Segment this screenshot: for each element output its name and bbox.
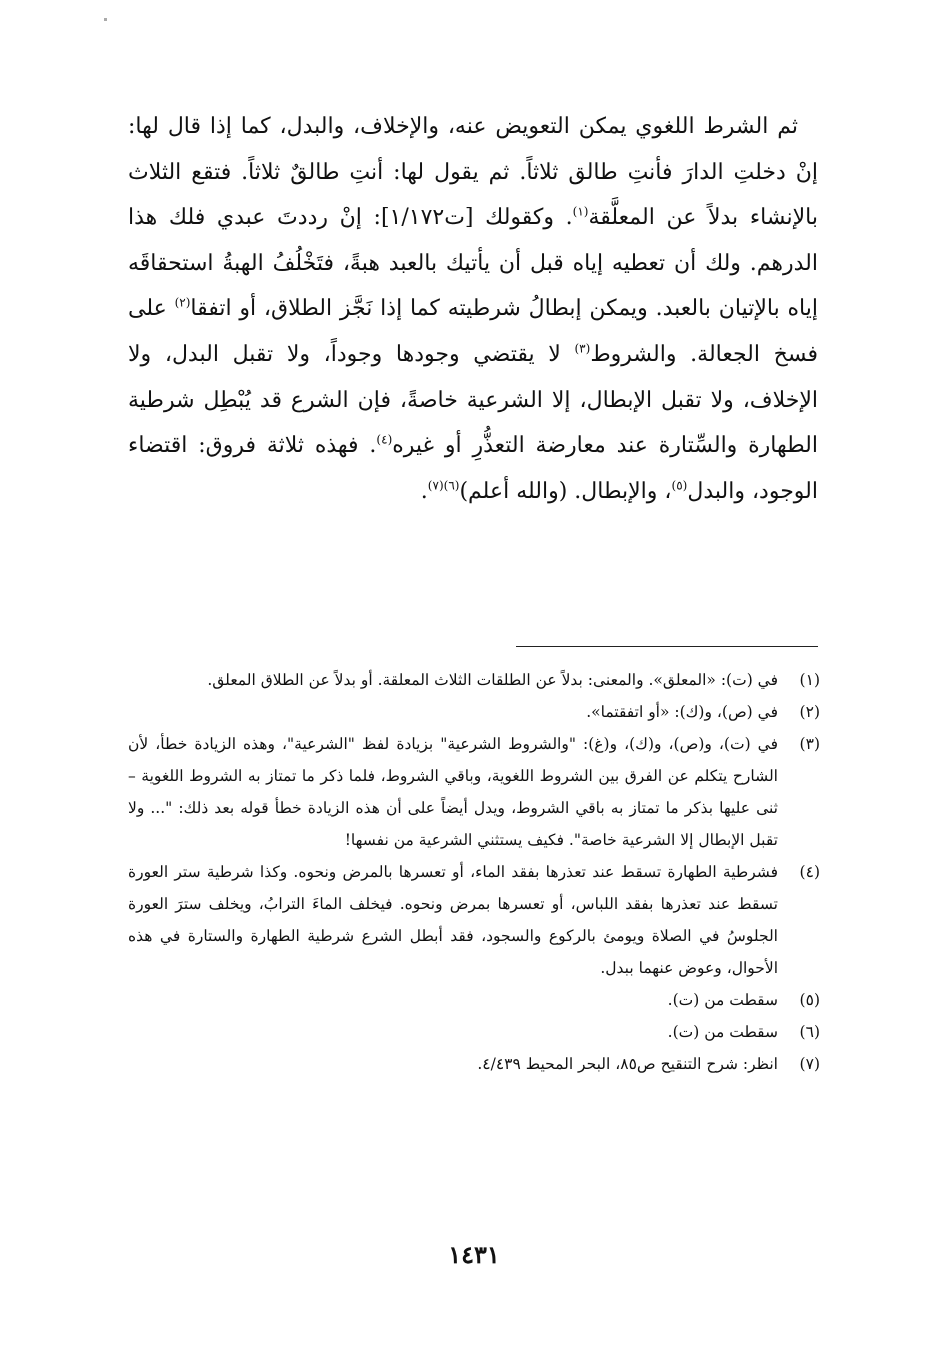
text-run: . وكقولك [ت١/١٧٢]: إنْ رددتَ عبدي فلك هذا الدرهم. ولك أن تعطيه إياه قبل أن يأتيك بالعبد هبةً، فتَخْلُفُ الهبةُ استحقاقَه إياه بالإتيان بالعبد. ويمكن إبطالُ شرطيته كما إذا نَجَّز الطلاق، أو اتفقا (128, 205, 818, 322)
footnote-number: (٢) (799, 703, 820, 721)
footnote-number: (٥) (799, 991, 820, 1009)
text-run: على فسخ الجعالة. والشروط (128, 296, 818, 367)
scan-speck (104, 18, 107, 21)
footnote-text: في (ت)، و(ص)، و(ك)، و(غ): "والشروط الشرعية" بزيادة لفظ "الشرعية"، وهذه الزيادة خطأ، لأن الشارح يتكلم عن الفرق بين الشروط اللغوية، وباقي الشروط، فلما ذكر ما تمتاز به الشروط اللغوية – ثنى عليها بذكر ما تمتاز به باقي الشروط، ويدل أيضاً على أن هذه الزيادة خطأ قوله بعد ذلك: "... ولا تقبل الإبطال إلا الشرعية خاصة". فكيف يستثني الشرعية من نفسها! (128, 735, 778, 849)
footnote-number: (٣) (799, 735, 820, 753)
footnote-number: (٤) (799, 863, 820, 881)
footnote-item (128, 664, 820, 696)
footnotes (128, 664, 820, 1080)
footnote-separator (516, 646, 818, 647)
footnote-item (128, 728, 820, 856)
text-run: لا يقتضي وجودها وجوداً، ولا تقبل البدل، ولا الإخلاف، ولا تقبل الإبطال، إلا الشرعية خاصةً، فإن الشرع قد يُبْطِل شرطية الطهارة والسِّتارة عند معارضة التعذُّرِ أو غيره (128, 341, 819, 459)
footnote-text: سقطت من (ت). (667, 1023, 778, 1041)
footnote-ref-4[interactable]: (٤) (376, 432, 393, 447)
footnote-text: سقطت من (ت). (667, 991, 778, 1009)
text-run: . (420, 478, 428, 504)
main-paragraph (128, 104, 818, 514)
footnote-text: انظر: شرح التنقيح ص٨٥، البحر المحيط ٤/٤٣٩. (477, 1055, 778, 1073)
text-run: ثم الشرط اللغوي يمكن التعويض عنه، والإخلاف، والبدل، كما إذا قال لها: إنْ دخلتِ الدارَ فأنتِ طالق ثلاثاً. ثم يقول لها: أنتِ طالقٌ ثلاثاً. فتقع الثلاث بالإنشاء بدلاً عن المعلَّقة (128, 114, 818, 231)
footnote-text: في (ت): «المعلق». والمعنى: بدلاً عن الطلقات الثلاث المعلقة. أو بدلاً عن الطلاق المعلق. (207, 671, 778, 689)
footnote-number: (٧) (799, 1055, 820, 1073)
page-number: ١٤٣١ (448, 1240, 500, 1269)
footnote-item (128, 984, 820, 1016)
text-run: . فهذه ثلاثة فروق: اقتضاء الوجود، والبدل (128, 433, 818, 504)
footnote-item (128, 696, 820, 728)
footnote-ref-1[interactable]: (١) (572, 204, 589, 219)
footnote-number: (٦) (799, 1023, 820, 1041)
footnote-ref-6-7[interactable]: (٦)(٧) (427, 478, 460, 493)
footnote-text: فشرطية الطهارة تسقط عند تعذرها بفقد الماء، أو تعسرها بالمرض ونحوه. وكذا شرطية ستر العورة تسقط عند تعذرها بفقد اللباس، أو تعسرها بمرض ونحوه. فيخلف الماءَ الترابُ، ويخلف سترَ العورة الجلوسُ في الصلاة ويومئ بالركوع والسجود، فقد أبطل الشرع شرطية الطهارة والستارة في هذه الأحوال، وعوض عنهما ببدل. (128, 863, 778, 977)
footnote-item (128, 1016, 820, 1048)
footnote-item (128, 856, 820, 984)
footnote-ref-5[interactable]: (٥) (671, 478, 688, 493)
footnote-ref-2[interactable]: (٢) (174, 296, 191, 311)
footnote-number: (١) (799, 671, 820, 689)
footnote-item (128, 1048, 820, 1080)
main-text (128, 104, 818, 514)
footnote-ref-3[interactable]: (٣) (574, 341, 591, 356)
text-run: ، والإبطال. (والله أعلم) (459, 478, 672, 504)
footnote-text: في (ص)، و(ك): «أو اتفقتما». (586, 703, 778, 721)
